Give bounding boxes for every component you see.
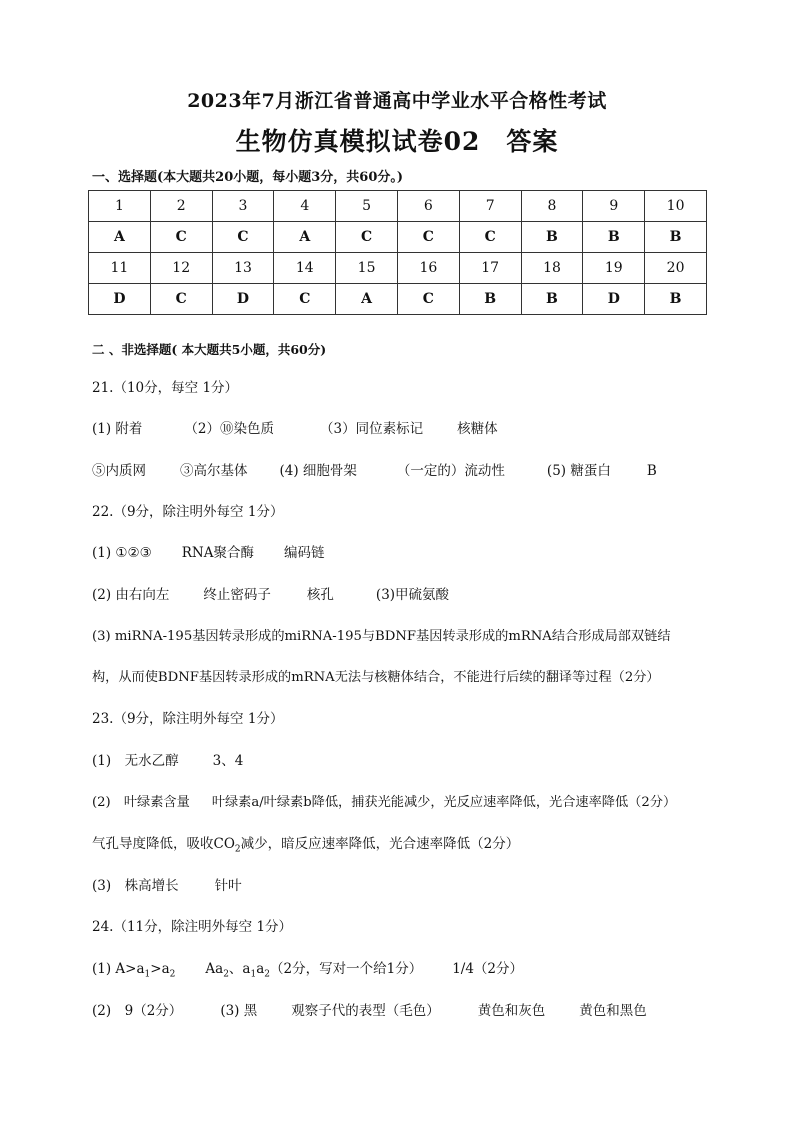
answer-text: 、a [228,961,251,977]
answer-text: (1) A>a [92,961,145,977]
q23-answer-line-3 [92,832,519,855]
table-row [89,191,707,222]
question-number: 20 [645,253,707,284]
answer-text: 终止密码子 [203,587,271,603]
table-row [89,284,707,315]
answer-text: (5) 糖蛋白 [546,463,611,479]
answer-cell: B [521,284,583,315]
answer-text: (3)甲硫氨酸 [375,587,450,603]
answer-cell: C [150,284,212,315]
question-number: 5 [336,191,398,222]
q22-answer-line-1 [92,541,324,561]
answer-text: (1) 附着 [92,421,143,437]
answer-text: B [646,463,657,479]
answer-text: ③高尔基体 [180,463,248,479]
q22-answer-line-4: 构，从而使BDNF基因转录形成的mRNA无法与核糖体结合，不能进行后续的翻译等过程（2分） [92,670,660,685]
answer-cell: C [397,284,459,315]
answer-text: 叶绿素a/叶绿素b降低，捕获光能减少，光反应速率降低，光合速率降低（2分） [211,795,677,810]
subscript: 1 [144,969,151,980]
answer-cell: B [459,284,521,315]
answer-cell: B [645,284,707,315]
question-number: 3 [212,191,274,222]
answer-cell: A [336,284,398,315]
answer-cell: A [89,222,151,253]
answer-text: 核孔 [306,587,334,603]
answer-text: 1/4（2分） [452,961,524,977]
question-number: 7 [459,191,521,222]
section2-heading: 二 、非选择题( 本大题共5小题，共60分) [92,342,327,357]
answer-text: (3) 株高增长 [92,878,179,894]
answer-cell: B [521,222,583,253]
answer-text: (2) 由右向左 [92,587,170,603]
q21-answer-line-1 [92,417,498,437]
answer-text: （3）同位素标记 [320,421,424,437]
answer-cell: C [336,222,398,253]
question-number: 19 [583,253,645,284]
answer-text: 减少，暗反应速率降低，光合速率降低（2分） [240,836,520,852]
subscript: 2 [264,969,271,980]
answer-text: (3) 黑 [220,1003,258,1019]
answer-text: 核糖体 [457,421,498,437]
answer-text: （一定的）流动性 [396,463,505,479]
table-row [89,222,707,253]
question-number: 14 [274,253,336,284]
answer-cell: C [397,222,459,253]
question-number: 6 [397,191,459,222]
q23-answer-line-4 [92,874,242,894]
subscript: 2 [234,844,241,855]
question-number: 4 [274,191,336,222]
answer-text: 观察子代的表型（毛色） [291,1003,440,1019]
question-number: 1 [89,191,151,222]
question-number: 9 [583,191,645,222]
answer-text: 3、4 [212,753,244,769]
q21-header: 21.（10分，每空 1分） [92,380,239,396]
subscript: 2 [169,969,176,980]
answer-cell: D [212,284,274,315]
question-number: 16 [397,253,459,284]
answer-text: (2) 叶绿素含量 [92,795,190,810]
answer-cell: C [150,222,212,253]
q23-answer-line-2 [92,791,676,810]
answer-text: RNA聚合酶 [181,545,254,561]
answer-cell: C [212,222,274,253]
q23-header: 23.（9分，除注明外每空 1分） [92,711,284,727]
question-number: 17 [459,253,521,284]
question-number: 11 [89,253,151,284]
answer-text: （2分，写对一个给1分） [270,961,423,977]
answer-cell: A [274,222,336,253]
answer-cell: C [274,284,336,315]
question-number: 13 [212,253,274,284]
answer-cell: B [583,222,645,253]
q21-answer-line-2 [92,459,657,479]
answer-text: (4) 细胞骨架 [279,463,357,479]
subscript: 1 [250,969,257,980]
question-number: 18 [521,253,583,284]
table-row [89,253,707,284]
question-number: 12 [150,253,212,284]
answer-text: (1) ①②③ [92,545,152,561]
answer-text: 黄色和黑色 [579,1003,647,1019]
answer-text: ⑤内质网 [92,463,146,479]
q22-answer-line-3: (3) miRNA-195基因转录形成的miRNA-195与BDNF基因转录形成的mRNA结合形成局部双链结 [92,629,671,644]
answer-text: 编码链 [283,545,325,561]
q22-answer-line-2 [92,583,449,603]
question-number: 15 [336,253,398,284]
answer-text: 气孔导度降低，吸收CO [92,836,235,852]
answer-cell: D [583,284,645,315]
answer-text: a [256,961,265,977]
choice-answer-table [88,190,707,315]
answer-text: 针叶 [214,878,242,894]
paper-subtitle: 生物仿真模拟试卷02 答案 [235,127,559,156]
q22-header: 22.（9分，除注明外每空 1分） [92,504,284,520]
q24-answer-line-1 [92,957,523,980]
answer-cell: B [645,222,707,253]
subscript: 2 [223,969,229,980]
answer-cell: C [459,222,521,253]
answer-text: （2）⑩染色质 [184,421,275,437]
exam-title: 2023年7月浙江省普通高中学业水平合格性考试 [187,90,607,112]
question-number: 8 [521,191,583,222]
question-number: 10 [645,191,707,222]
q24-header: 24.（11分，除注明外每空 1分） [92,919,293,935]
q24-answer-line-2 [92,999,647,1019]
answer-text: (1) 无水乙醇 [92,753,179,769]
answer-cell: D [89,284,151,315]
q23-answer-line-1 [92,749,243,769]
answer-text: 黄色和灰色 [477,1003,546,1019]
answer-text: Aa [205,961,224,977]
question-number: 2 [150,191,212,222]
answer-text: (2) 9（2分） [92,1003,183,1019]
section1-heading: 一、选择题(本大题共20小题，每小题3分，共60分。) [92,170,404,185]
answer-text: >a [150,961,170,977]
